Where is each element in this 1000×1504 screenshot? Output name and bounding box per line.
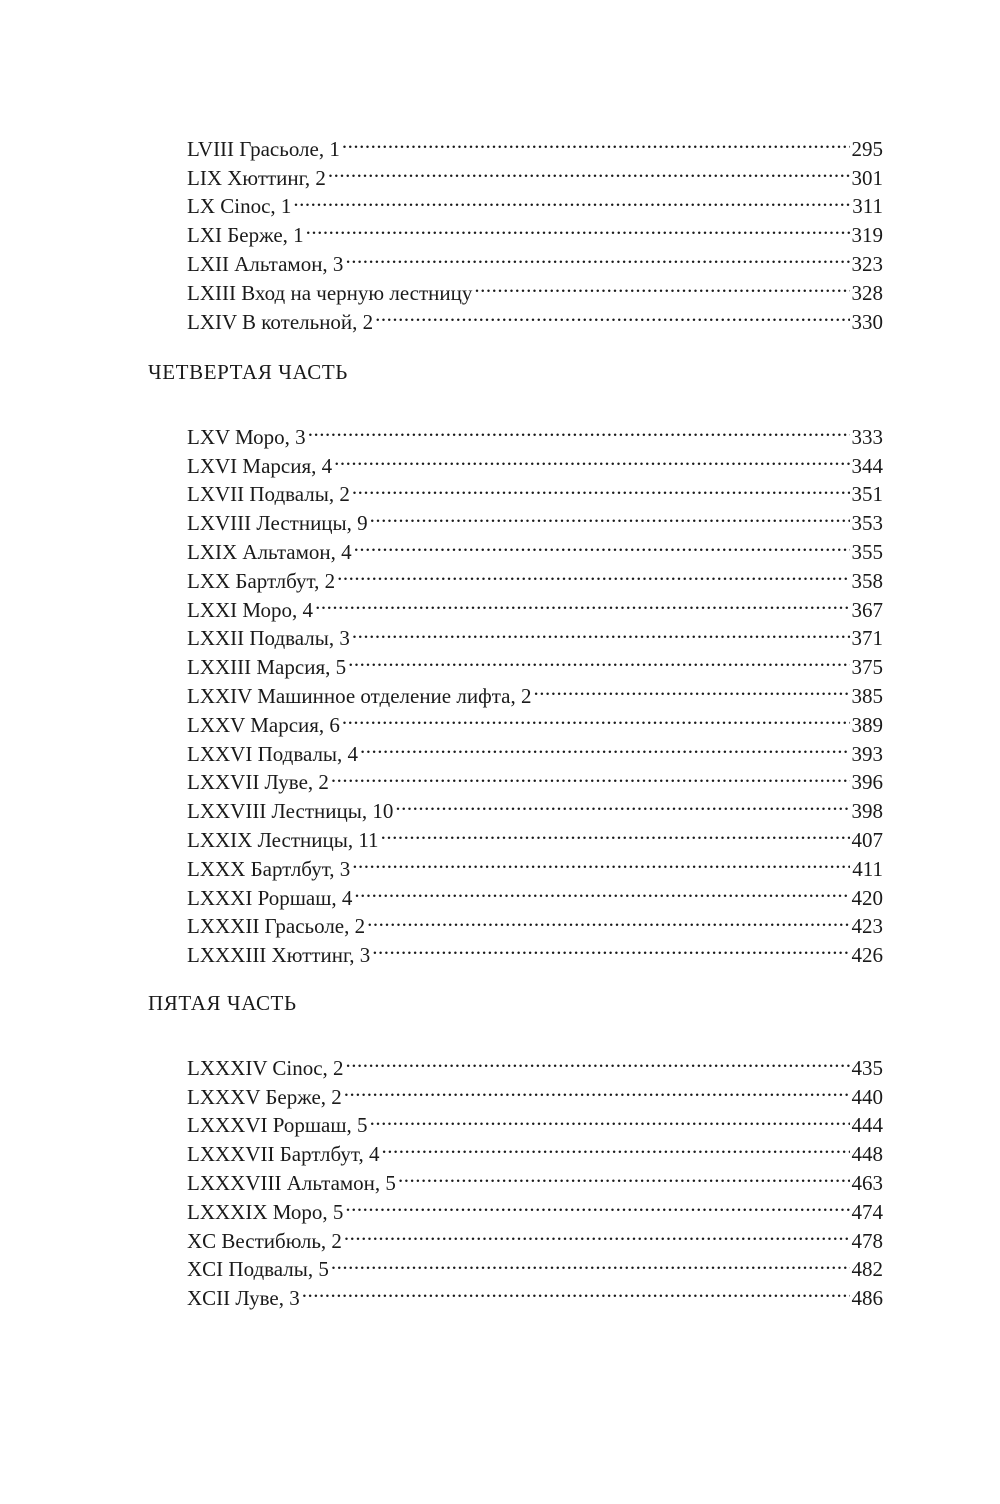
entry-page-number: 423 [851,914,883,939]
entry-page-number: 330 [851,309,883,334]
toc-entry[interactable] [187,415,883,449]
entry-page-number: 448 [851,1142,883,1167]
entry-page-number: 301 [851,165,883,190]
entry-title: XCI Подвалы, 5 [187,1257,329,1282]
entry-title: LXVII Подвалы, 2 [187,482,350,507]
entry-title: LXXVII Луве, 2 [187,770,329,795]
entry-page-number: 389 [851,712,883,737]
entry-title: LXXIX Лестницы, 11 [187,827,379,852]
dot-leader [344,1219,850,1248]
dot-leader [360,732,849,761]
entry-title: LXXIV Машинное отделение лифта, 2 [187,683,532,708]
entry-title: LXXXV Берже, 2 [187,1084,342,1109]
dot-leader [398,1161,850,1190]
dot-leader [331,761,850,790]
entry-title: LXXI Моро, 4 [187,597,314,622]
dot-leader [302,1276,850,1305]
entry-title: LXXXVII Бартлбут, 4 [187,1142,380,1167]
entry-title: LX Cinoc, 1 [187,194,292,219]
entry-page-number: 396 [851,770,883,795]
dot-leader [315,588,849,617]
dot-leader [367,905,849,934]
dot-leader [533,674,849,703]
entry-page-number: 323 [851,251,883,276]
entry-page-number: 367 [851,597,883,622]
part-four-heading: ЧЕТВЕРТАЯ ЧАСТЬ [148,360,348,384]
entry-page-number: 333 [851,424,883,449]
entry-page-number: 351 [851,482,883,507]
entry-title: LXII Альтамон, 3 [187,251,344,276]
entry-page-number: 426 [851,943,883,968]
entry-page-number: 463 [851,1170,883,1195]
entry-title: LXI Берже, 1 [187,223,304,248]
entry-page-number: 311 [852,194,883,219]
dot-leader [474,271,849,300]
dot-leader [354,876,849,905]
entry-page-number: 319 [851,223,883,248]
entry-page-number: 371 [851,626,883,651]
entry-page-number: 420 [851,885,883,910]
dot-leader [395,789,849,818]
entry-page-number: 355 [851,539,883,564]
entry-title: LXXXVI Роршаш, 5 [187,1113,368,1138]
entry-title: LVIII Грасьоле, 1 [187,136,340,161]
entry-page-number: 435 [851,1055,883,1080]
toc-list-part-5 [187,1046,883,1311]
dot-leader [348,645,849,674]
entry-page-number: 375 [851,655,883,680]
entry-title: LXIII Вход на черную лестницу [187,280,473,305]
dot-leader [372,933,849,962]
entry-page-number: 482 [851,1257,883,1282]
dot-leader [354,530,850,559]
dot-leader [370,1104,850,1133]
dot-leader [352,847,850,876]
dot-leader [331,1248,850,1277]
entry-title: LXVIII Лестницы, 9 [187,511,368,536]
entry-title: LXVI Марсия, 4 [187,453,333,478]
dot-leader [293,185,850,214]
entry-page-number: 393 [851,741,883,766]
dot-leader [352,617,850,646]
dot-leader [344,1075,850,1104]
entry-title: LXIV В котельной, 2 [187,309,374,334]
entry-page-number: 474 [851,1199,883,1224]
toc-entry[interactable] [187,127,883,161]
entry-page-number: 478 [851,1228,883,1253]
dot-leader [334,444,849,473]
entry-title: LXXXIX Моро, 5 [187,1199,344,1224]
dot-leader [337,559,849,588]
entry-title: LXIX Альтамон, 4 [187,539,352,564]
toc-entry[interactable] [187,1046,883,1080]
dot-leader [375,300,849,329]
entry-page-number: 444 [851,1113,883,1138]
entry-title: LXXII Подвалы, 3 [187,626,350,651]
entry-title: LXXV Марсия, 6 [187,712,340,737]
part-five-heading: ПЯТАЯ ЧАСТЬ [148,991,297,1015]
entry-page-number: 353 [851,511,883,536]
dot-leader [370,501,850,530]
entry-page-number: 328 [851,280,883,305]
entry-title: LXX Бартлбут, 2 [187,568,336,593]
entry-title: LXXX Бартлбут, 3 [187,856,351,881]
entry-page-number: 407 [851,827,883,852]
entry-title: LXXXVIII Альтамон, 5 [187,1170,396,1195]
entry-page-number: 385 [851,683,883,708]
entry-page-number: 486 [851,1286,883,1311]
entry-page-number: 440 [851,1084,883,1109]
entry-page-number: 411 [852,856,883,881]
dot-leader [345,242,849,271]
entry-title: LXXXIII Хюттинг, 3 [187,943,371,968]
dot-leader [308,415,850,444]
toc-list-part-3-continued [187,127,883,334]
entry-page-number: 398 [851,799,883,824]
entry-page-number: 358 [851,568,883,593]
entry-title: XC Вестибюль, 2 [187,1228,342,1253]
entry-title: LXXXII Грасьоле, 2 [187,914,366,939]
dot-leader [345,1190,849,1219]
entry-title: XCII Луве, 3 [187,1286,300,1311]
dot-leader [346,1046,850,1075]
dot-leader [342,127,850,156]
entry-page-number: 344 [851,453,883,478]
entry-title: LXXXIV Cinoc, 2 [187,1055,344,1080]
dot-leader [352,473,850,502]
entry-title: LXXVIII Лестницы, 10 [187,799,394,824]
entry-title: LXV Моро, 3 [187,424,306,449]
entry-page-number: 295 [851,136,883,161]
dot-leader [381,1132,849,1161]
dot-leader [306,213,850,242]
dot-leader [381,818,850,847]
entry-title: LXXIII Марсия, 5 [187,655,347,680]
dot-leader [328,156,850,185]
entry-title: LIX Хюттинг, 2 [187,165,326,190]
entry-title: LXXVI Подвалы, 4 [187,741,359,766]
toc-list-part-4 [187,415,883,968]
dot-leader [342,703,850,732]
entry-title: LXXXI Роршаш, 4 [187,885,353,910]
